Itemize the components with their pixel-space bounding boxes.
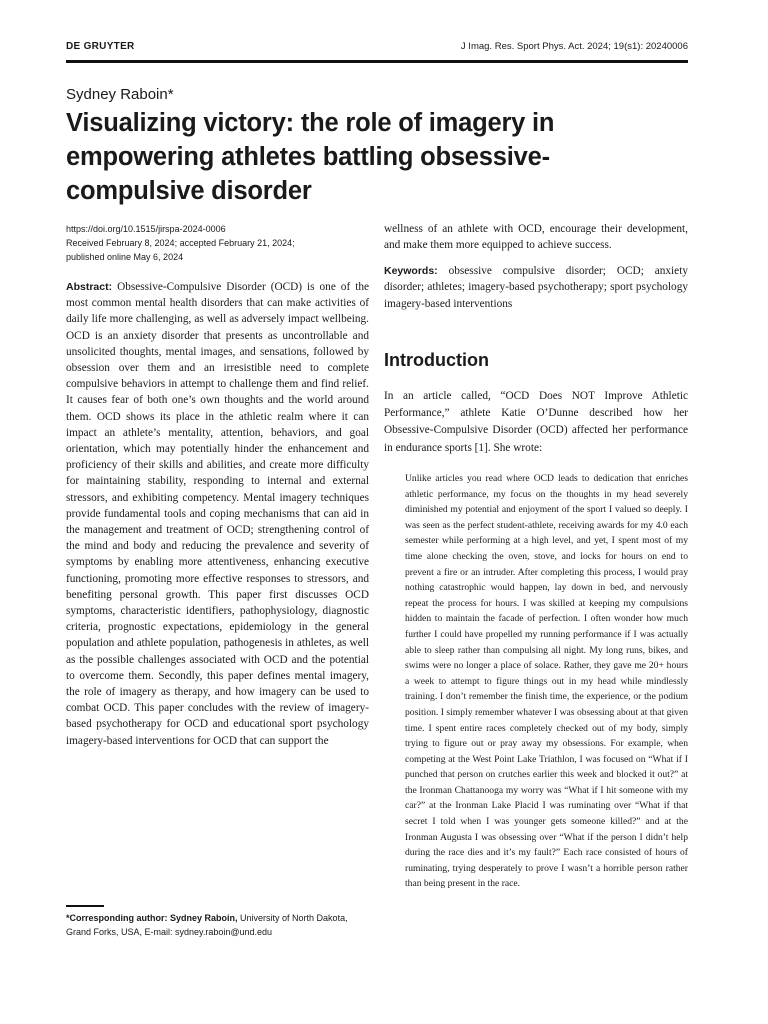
journal-citation: J Imag. Res. Sport Phys. Act. 2024; 19(s1): 20240006: [460, 41, 688, 52]
article-meta: [66, 222, 366, 264]
page-header: [66, 40, 688, 56]
introduction-paragraph: In an article called, “OCD Does NOT Improve Athletic Performance,” athlete Katie O’Dunne described how her Obsessive-Compulsive Disorder (OCD) affected her performance in endurance sports [1]. She wrote:: [384, 390, 688, 454]
section-heading-introduction: Introduction: [384, 350, 489, 370]
keywords-text: obsessive compulsive disorder; OCD; anxiety disorder; athletes; imagery-based psychotherapy; sport psychology imagery-based interventions: [384, 265, 688, 310]
corresponding-author-footnote: [66, 911, 369, 939]
abstract: [66, 279, 369, 749]
abstract-continuation: wellness of an athlete with OCD, encourage their development, and make them more equipped to achieve success.: [384, 223, 688, 252]
block-quote: Unlike articles you read where OCD leads to dedication that enriches athletic performance, my focus on the thoughts in my head severely diminished my potential and enjoyment of the sport I valued so deeply. I was seen as the perfect student-athlete, receiving awards for my 4.0 each semester while performing at a high level, and yet, I spent most of my time alone checking the oven, stove, and locks for hours on end to prevent a fire or an intruder. After completing this process, I would pray nothing catastrophic would happen, lay down in bed, and nervously repeat the process for hours. I was skilled at keeping my compulsions hidden to maintain the facade of perfection. I often wonder how much further I could have propelled my running performance if I was actually able to sleep rather than compulsing all night. My long runs, bikes, and swims were no longer a place of solace. Rather, they gave me 20+ hours a week to attempt to figure things out in my head while mindlessly training. I don’t remember the finish time, the experience, or the podium position. I simply remember whatever I was obsessing about at that given time. I spent entire races completely checked out of my body, simply trying to figure out or pray away my obsessions. For example, when competing at the West Point Lake Triathlon, I was focused on “What if I punched that person on crutches earlier this week and blocked it out?” at the Ironman Chattanooga my worry was “What if I hit someone with my car?” at the Ironman Lake Placid I was ruminating over “What if that secret I told when I was younger gets someone killed?” and at the Ironman Augusta I was obsessing over “What if the person I didn’t help during the race dies and it’s my fault?” Each race consisted of hours of ruminating, trying desperately to prove I wasn’t a horrible person rather than being present in the race.: [405, 473, 688, 890]
published-date: published online May 6, 2024: [66, 252, 184, 262]
footnote-text: University of North Dakota, Grand Forks, USA, E-mail: sydney.raboin@und.edu: [66, 913, 348, 937]
keywords: [384, 263, 688, 312]
doi-link[interactable]: https://doi.org/10.1515/jirspa-2024-0006: [66, 224, 226, 234]
publisher-logo: DE GRUYTER: [66, 41, 135, 52]
received-date: Received February 8, 2024; accepted February 21, 2024;: [66, 238, 295, 248]
abstract-label: Abstract:: [66, 281, 113, 293]
footnote-label: *Corresponding author: Sydney Raboin,: [66, 913, 238, 923]
footnote-rule: [66, 905, 104, 907]
keywords-label: Keywords:: [384, 265, 438, 277]
article-title: Visualizing victory: the role of imagery in empowering athletes battling obsessive-compulsive disorder: [66, 109, 555, 205]
header-rule: [66, 60, 688, 63]
author-name: Sydney Raboin*: [66, 86, 174, 103]
abstract-text: Obsessive-Compulsive Disorder (OCD) is one of the most common mental health disorders that can make activities of daily life more challenging, as well as adversely impact wellbeing. OCD is an anxiety disorder that presents as uncontrollable and unsolicited thoughts, mental images, and sensations, followed by obsession over them and an irresistible need to complete compulsive behaviors in attempt to challenge them and find relief. It causes fear of both one’s own thoughts and the world around them. OCD shows its place in the athletic realm where it can impact an athlete’s mentality, attention, behaviors, and goal orientation, which may potentially hinder the enhancement and proficiency of their skills and abilities, and create more difficulty for maintaining stability, responding to internal and external stressors, and exhibiting competency. Mental imagery techniques provide fundamental tools and coping mechanisms that can aid in the management and treatment of OCD; strengthening control of the mind and body and reducing the prevalence and severity of symptoms by enabling more attentiveness, enhancing executive functioning, promoting more effective responses to stressors, and benefiting personal growth. This paper first discusses OCD symptoms, characteristic identifiers, pathophysiology, diagnostic criteria, prognostic expectations, epidemiology in the general population and athlete population, pathogenesis in athletes, as well as the possible challenges associated with OCD and the potential to overcome them. Secondly, this paper defines mental imagery, the role of imagery as therapy, and how imagery can be used to combat OCD. This paper concludes with the review of imagery-based psychotherapy for OCD and educational sport psychology imagery-based interventions for OCD that can support the: [66, 281, 369, 747]
